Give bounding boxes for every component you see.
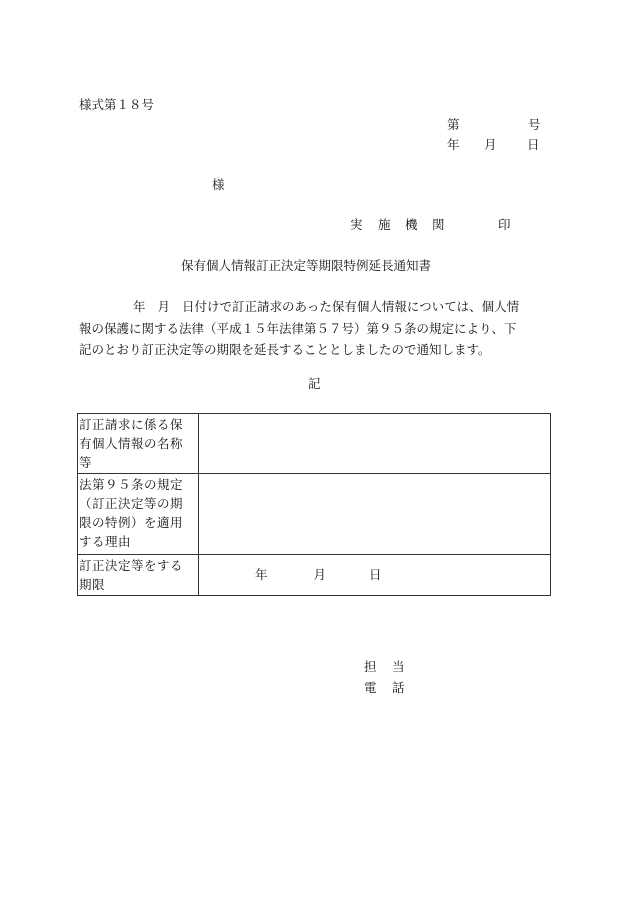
deadline-month: 月 xyxy=(313,567,327,582)
body-year: 年 xyxy=(133,299,146,314)
label-line: 訂正決定等をする xyxy=(79,558,184,573)
extension-detail-table xyxy=(77,413,551,596)
agency-char-2: 施 xyxy=(378,217,391,232)
label-deadline xyxy=(78,555,199,596)
table-row xyxy=(78,414,551,474)
ref-go: 号 xyxy=(528,117,541,132)
body-line-2: 報の保護に関する法律（平成１５年法律第５７号）第９５条の規定により、下 xyxy=(79,320,517,336)
label-personal-info-name xyxy=(78,414,199,474)
label-line: する理由 xyxy=(79,534,132,549)
label-line: 法第９５条の規定 xyxy=(79,477,184,492)
document-title: 保有個人情報訂正決定等期限特例延長通知書 xyxy=(181,258,432,273)
form-number: 様式第１８号 xyxy=(79,97,155,112)
contact-den: 電 xyxy=(364,680,377,695)
label-line: 限の特例）を適用 xyxy=(79,515,184,530)
ki-heading: 記 xyxy=(308,376,321,391)
addressee-suffix: 様 xyxy=(212,177,225,192)
agency-char-1: 実 xyxy=(350,217,363,232)
deadline-day: 日 xyxy=(369,567,382,582)
label-line: 期限 xyxy=(79,577,106,592)
date-day: 日 xyxy=(527,137,540,152)
label-line: （訂正決定等の期 xyxy=(79,496,184,511)
label-line: 訂正請求に係る保 xyxy=(79,417,184,432)
value-deadline[interactable] xyxy=(199,555,551,596)
body-line-3: 記のとおり訂正決定等の期限を延長することとしましたので通知します。 xyxy=(79,342,491,357)
date-year: 年 xyxy=(447,137,460,152)
body-line-1 xyxy=(79,296,554,318)
contact-wa: 話 xyxy=(392,680,405,695)
agency-char-4: 関 xyxy=(432,217,445,232)
value-personal-info-name[interactable] xyxy=(199,414,551,474)
contact-tan: 担 xyxy=(364,659,377,674)
label-reason xyxy=(78,474,199,555)
contact-to: 当 xyxy=(392,659,405,674)
body-line-1-rest: 日付けで訂正請求のあった保有個人情報については、個人情 xyxy=(182,299,520,314)
body-month: 月 xyxy=(157,299,171,314)
agency-char-3: 機 xyxy=(405,217,418,232)
deadline-year: 年 xyxy=(255,567,268,582)
table-row xyxy=(78,474,551,555)
date-month: 月 xyxy=(484,137,497,152)
label-line: 有個人情報の名称 xyxy=(79,436,184,451)
notice-body xyxy=(79,296,554,361)
label-line: 等 xyxy=(79,455,93,470)
table-row xyxy=(78,555,551,596)
value-reason[interactable] xyxy=(199,474,551,555)
seal-mark: 印 xyxy=(498,217,511,232)
ref-dai: 第 xyxy=(447,117,460,132)
